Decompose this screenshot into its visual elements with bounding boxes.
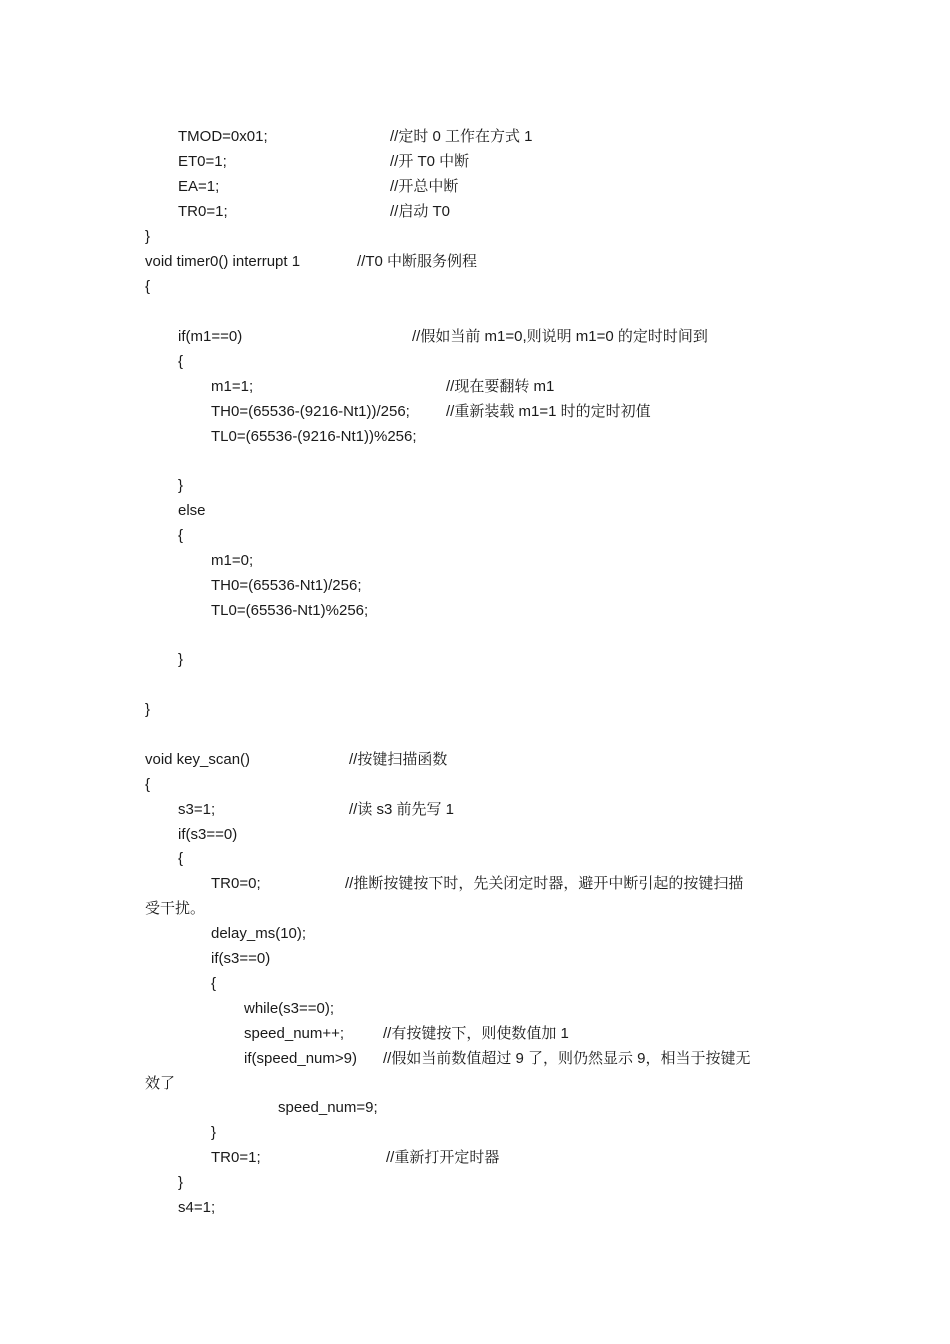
code-line	[0, 151, 950, 173]
code-text: if(speed_num>9)	[244, 1050, 357, 1067]
code-line	[0, 1172, 950, 1194]
code-text: {	[145, 278, 151, 295]
code-line	[0, 1197, 950, 1219]
code-comment: //重新打开定时器	[386, 1149, 500, 1166]
code-line	[0, 575, 950, 597]
code-line	[0, 799, 950, 821]
code-comment: //启动 T0	[390, 203, 451, 220]
code-line	[0, 550, 950, 572]
code-text: {	[211, 975, 217, 992]
code-text: {	[178, 850, 184, 867]
code-line	[0, 948, 950, 970]
code-line	[0, 351, 950, 373]
code-line	[0, 276, 950, 298]
code-line	[0, 649, 950, 671]
code-line	[0, 848, 950, 870]
code-comment: //开总中断	[390, 178, 459, 195]
code-line	[0, 749, 950, 771]
code-text: if(s3==0)	[211, 950, 271, 967]
code-line	[0, 898, 950, 920]
code-text: EA=1;	[178, 178, 220, 195]
code-text: void key_scan()	[145, 751, 251, 768]
code-text: speed_num++;	[244, 1025, 345, 1042]
code-comment: //重新装载 m1=1 时的定时初值	[446, 403, 651, 420]
code-line	[0, 525, 950, 547]
code-text: }	[211, 1124, 217, 1141]
code-text: {	[178, 527, 184, 544]
code-text: m1=1;	[211, 378, 254, 395]
code-line	[0, 923, 950, 945]
code-text: }	[178, 1174, 184, 1191]
code-comment: //推断按键按下时，先关闭定时器，避开中断引起的按键扫描	[345, 875, 744, 892]
code-text: {	[178, 353, 184, 370]
code-comment: //读 s3 前先写 1	[349, 801, 455, 818]
code-comment: //定时 0 工作在方式 1	[390, 128, 533, 145]
code-comment: //开 T0 中断	[390, 153, 470, 170]
code-line	[0, 973, 950, 995]
code-line	[0, 126, 950, 148]
code-comment: //假如当前数值超过 9 了，则仍然显示 9，相当于按键无	[383, 1050, 751, 1067]
code-text: TH0=(65536-Nt1)/256;	[211, 577, 362, 594]
code-text: speed_num=9;	[278, 1099, 378, 1116]
code-text: void timer0() interrupt 1	[145, 253, 301, 270]
code-text: }	[178, 651, 184, 668]
code-comment: //按键扫描函数	[349, 751, 448, 768]
code-line	[0, 401, 950, 423]
code-comment: //现在要翻转 m1	[446, 378, 555, 395]
code-text: TMOD=0x01;	[178, 128, 268, 145]
code-line	[0, 824, 950, 846]
code-comment: //有按键按下，则使数值加 1	[383, 1025, 569, 1042]
code-text: TL0=(65536-(9216-Nt1))%256;	[211, 428, 417, 445]
code-text: TR0=0;	[211, 875, 261, 892]
code-line	[0, 699, 950, 721]
code-comment: //T0 中断服务例程	[357, 253, 478, 270]
code-line	[0, 376, 950, 398]
code-text: }	[145, 701, 151, 718]
code-line	[0, 600, 950, 622]
code-line	[0, 1097, 950, 1119]
code-line	[0, 1147, 950, 1169]
code-line	[0, 1073, 950, 1095]
code-text: TL0=(65536-Nt1)%256;	[211, 602, 369, 619]
code-text: {	[145, 776, 151, 793]
code-line	[0, 500, 950, 522]
code-line	[0, 176, 950, 198]
code-text: m1=0;	[211, 552, 254, 569]
code-text: }	[145, 228, 151, 245]
code-text: TH0=(65536-(9216-Nt1))/256;	[211, 403, 410, 420]
code-line	[0, 998, 950, 1020]
code-text: if(m1==0)	[178, 328, 243, 345]
code-line	[0, 201, 950, 223]
code-line	[0, 1048, 950, 1070]
code-text: while(s3==0);	[244, 1000, 335, 1017]
code-line	[0, 251, 950, 273]
code-line	[0, 774, 950, 796]
code-line	[0, 873, 950, 895]
code-text: if(s3==0)	[178, 826, 238, 843]
code-text: else	[178, 502, 206, 519]
code-line	[0, 475, 950, 497]
code-line	[0, 226, 950, 248]
code-line	[0, 1122, 950, 1144]
code-text: s3=1;	[178, 801, 216, 818]
code-line	[0, 326, 950, 348]
code-text: TR0=1;	[211, 1149, 261, 1166]
code-line	[0, 1023, 950, 1045]
code-line	[0, 426, 950, 448]
code-text: 效了	[145, 1075, 176, 1092]
code-text: delay_ms(10);	[211, 925, 307, 942]
code-text: }	[178, 477, 184, 494]
code-text: 受干扰。	[145, 900, 206, 917]
code-text: ET0=1;	[178, 153, 227, 170]
code-text: TR0=1;	[178, 203, 228, 220]
code-comment: //假如当前 m1=0,则说明 m1=0 的定时时间到	[412, 328, 708, 345]
code-text: s4=1;	[178, 1199, 216, 1216]
